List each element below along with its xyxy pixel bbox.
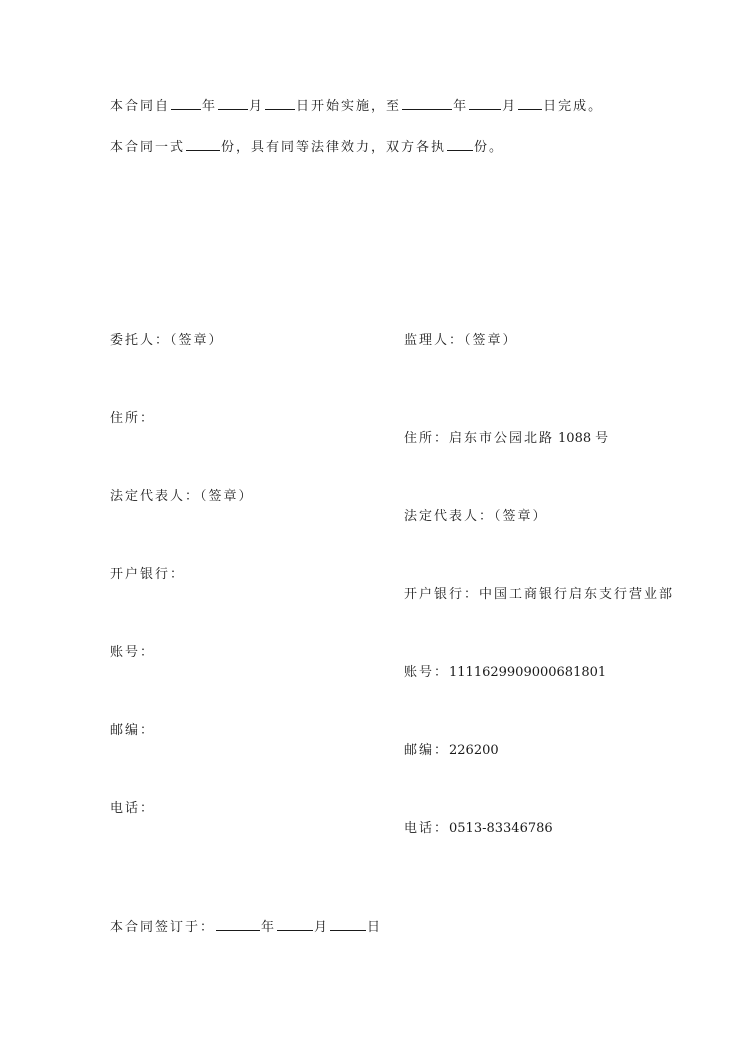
start-day-blank[interactable] — [265, 96, 295, 110]
contract-copies-clause — [110, 137, 504, 157]
principal-postcode-label: 邮编： — [110, 723, 156, 738]
copies-text-middle: 份，具有同等法律效力，双方各执 — [221, 140, 447, 155]
term-end-month-label: 月 — [502, 99, 518, 114]
supervisor-address-value: 启东市公园北路 — [449, 431, 555, 446]
supervisor-address-label: 住所： — [404, 431, 450, 446]
term-text-end: 日完成。 — [543, 99, 604, 114]
supervisor-address-suffix: 号 — [595, 431, 611, 446]
term-month-label: 月 — [249, 99, 265, 114]
supervisor-address — [404, 430, 610, 448]
supervisor-postcode — [404, 742, 499, 760]
supervisor-legal-rep-label: 法定代表人：（签章） — [404, 509, 548, 524]
term-text-middle: 日开始实施，至 — [296, 99, 402, 114]
signing-day-label: 日 — [367, 920, 383, 935]
start-year-blank[interactable] — [171, 96, 201, 110]
principal-phone-label: 电话： — [110, 801, 156, 816]
supervisor-bank-value: 中国工商银行启东支行营业部 — [479, 587, 675, 602]
end-day-blank[interactable] — [518, 96, 542, 110]
term-end-year-label: 年 — [453, 99, 469, 114]
end-month-blank[interactable] — [469, 96, 501, 110]
supervisor-phone — [404, 820, 553, 838]
supervisor-phone-value: 0513-83346786 — [449, 821, 553, 836]
supervisor-account-value: 1111629909000681801 — [449, 665, 607, 680]
signing-day-blank[interactable] — [330, 917, 366, 931]
principal-bank-label: 开户银行： — [110, 567, 186, 582]
total-copies-blank[interactable] — [186, 137, 220, 151]
copies-text-end: 份。 — [474, 140, 505, 155]
end-year-blank[interactable] — [402, 96, 452, 110]
supervisor-postcode-label: 邮编： — [404, 743, 450, 758]
copies-text-start: 本合同一式 — [110, 140, 186, 155]
contract-term-clause — [110, 96, 603, 116]
principal-address-label: 住所： — [110, 411, 156, 426]
signing-month-blank[interactable] — [277, 917, 313, 931]
principal-account-label: 账号： — [110, 645, 156, 660]
supervisor-signature-label: 监理人：（签章） — [404, 333, 518, 348]
supervisor-postcode-value: 226200 — [449, 743, 499, 758]
each-copies-blank[interactable] — [447, 137, 473, 151]
term-text-start: 本合同自 — [110, 99, 171, 114]
signing-date-label: 本合同签订于： — [110, 920, 216, 935]
supervisor-phone-label: 电话： — [404, 821, 450, 836]
supervisor-account-label: 账号： — [404, 665, 450, 680]
start-month-blank[interactable] — [218, 96, 248, 110]
signing-year-label: 年 — [261, 920, 277, 935]
principal-legal-rep-label: 法定代表人：（签章） — [110, 489, 254, 504]
supervisor-address-number: 1088 — [558, 431, 592, 446]
signing-month-label: 月 — [314, 920, 330, 935]
signing-date-line — [110, 917, 382, 937]
supervisor-bank-label: 开户银行： — [404, 587, 480, 602]
supervisor-bank — [404, 586, 674, 604]
signing-year-blank[interactable] — [216, 917, 260, 931]
term-year-label: 年 — [202, 99, 218, 114]
supervisor-account — [404, 664, 606, 682]
principal-signature-label: 委托人：（签章） — [110, 333, 224, 348]
